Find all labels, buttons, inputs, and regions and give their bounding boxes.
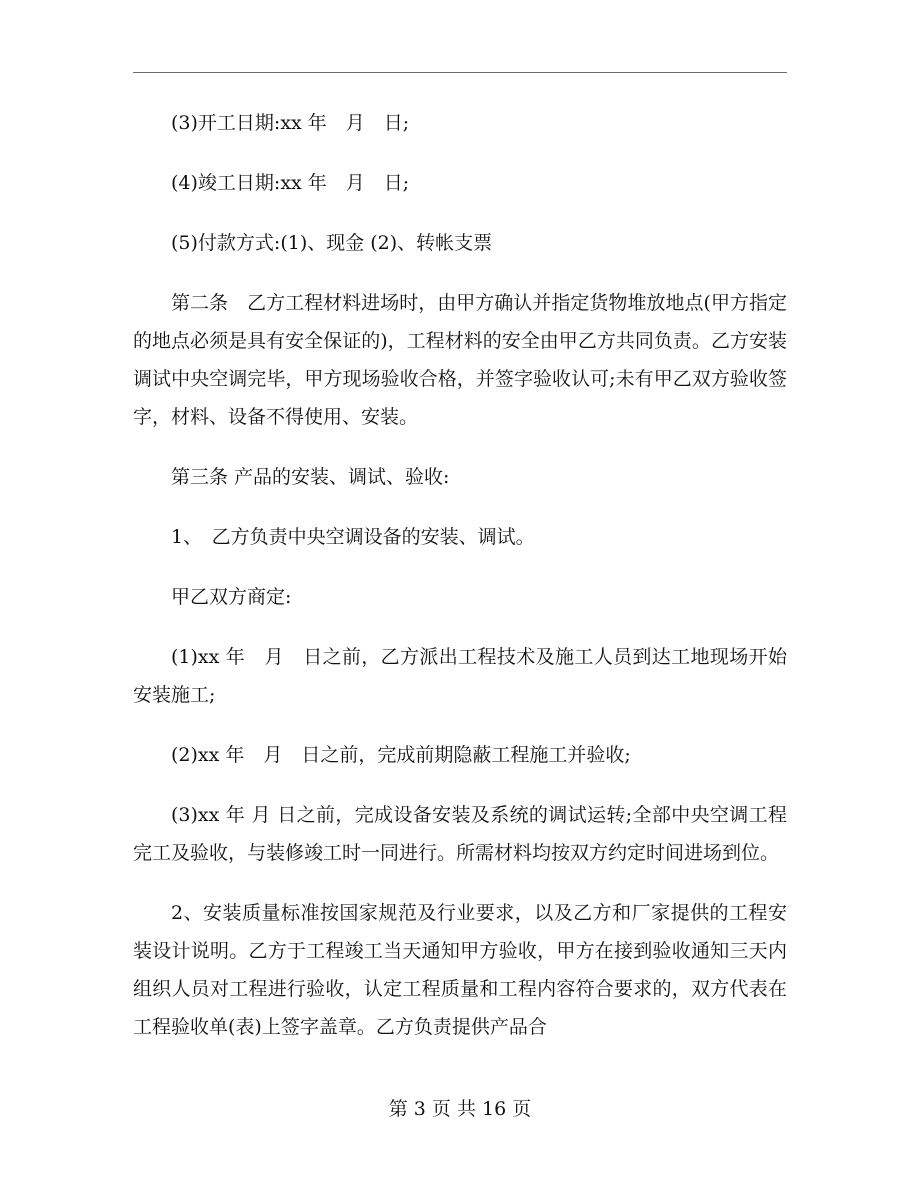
paragraph-start-date: (3)开工日期:xx 年 月 日; [171, 112, 410, 134]
paragraph-agreement: 甲乙双方商定: [171, 586, 292, 608]
paragraph-article-2: 第二条 乙方工程材料进场时，由甲方确认并指定货物堆放地点(甲方指定的地点必须是具有安全保证的)，工程材料的安全由甲乙方共同负责。乙方安装调试中央空调完毕，甲方现场验收合格，并签字验收认可;未有甲乙双方验收签字，材料、设备不得使用、安装。 [133, 292, 787, 428]
paragraph-schedule-1: (1)xx 年 月 日之前，乙方派出工程技术及施工人员到达工地现场开始安装施工; [133, 646, 787, 706]
paragraph-item-1: 1、 乙方负责中央空调设备的安装、调试。 [171, 526, 535, 548]
paragraph-schedule-2: (2)xx 年 月 日之前，完成前期隐蔽工程施工并验收; [171, 744, 631, 766]
page-number: 第 3 页 共 16 页 [388, 1098, 532, 1120]
paragraph-completion-date: (4)竣工日期:xx 年 月 日; [171, 172, 410, 194]
paragraph-article-3-heading: 第三条 产品的安装、调试、验收: [171, 466, 450, 488]
paragraph-schedule-3: (3)xx 年 月 日之前，完成设备安装及系统的调试运转;全部中央空调工程完工及验收，与装修竣工时一同进行。所需材料均按双方约定时间进场到位。 [133, 804, 787, 864]
paragraph-payment-method: (5)付款方式:(1)、现金 (2)、转帐支票 [171, 232, 493, 254]
header-rule [133, 72, 787, 73]
document-body [133, 104, 787, 1068]
paragraph-item-2: 2、安装质量标准按国家规范及行业要求，以及乙方和厂家提供的工程安装设计说明。乙方于工程竣工当天通知甲方验收，甲方在接到验收通知三天内组织人员对工程进行验收，认定工程质量和工程内容符合要求的，双方代表在工程验收单(表)上签字盖章。乙方负责提供产品合 [133, 902, 787, 1038]
